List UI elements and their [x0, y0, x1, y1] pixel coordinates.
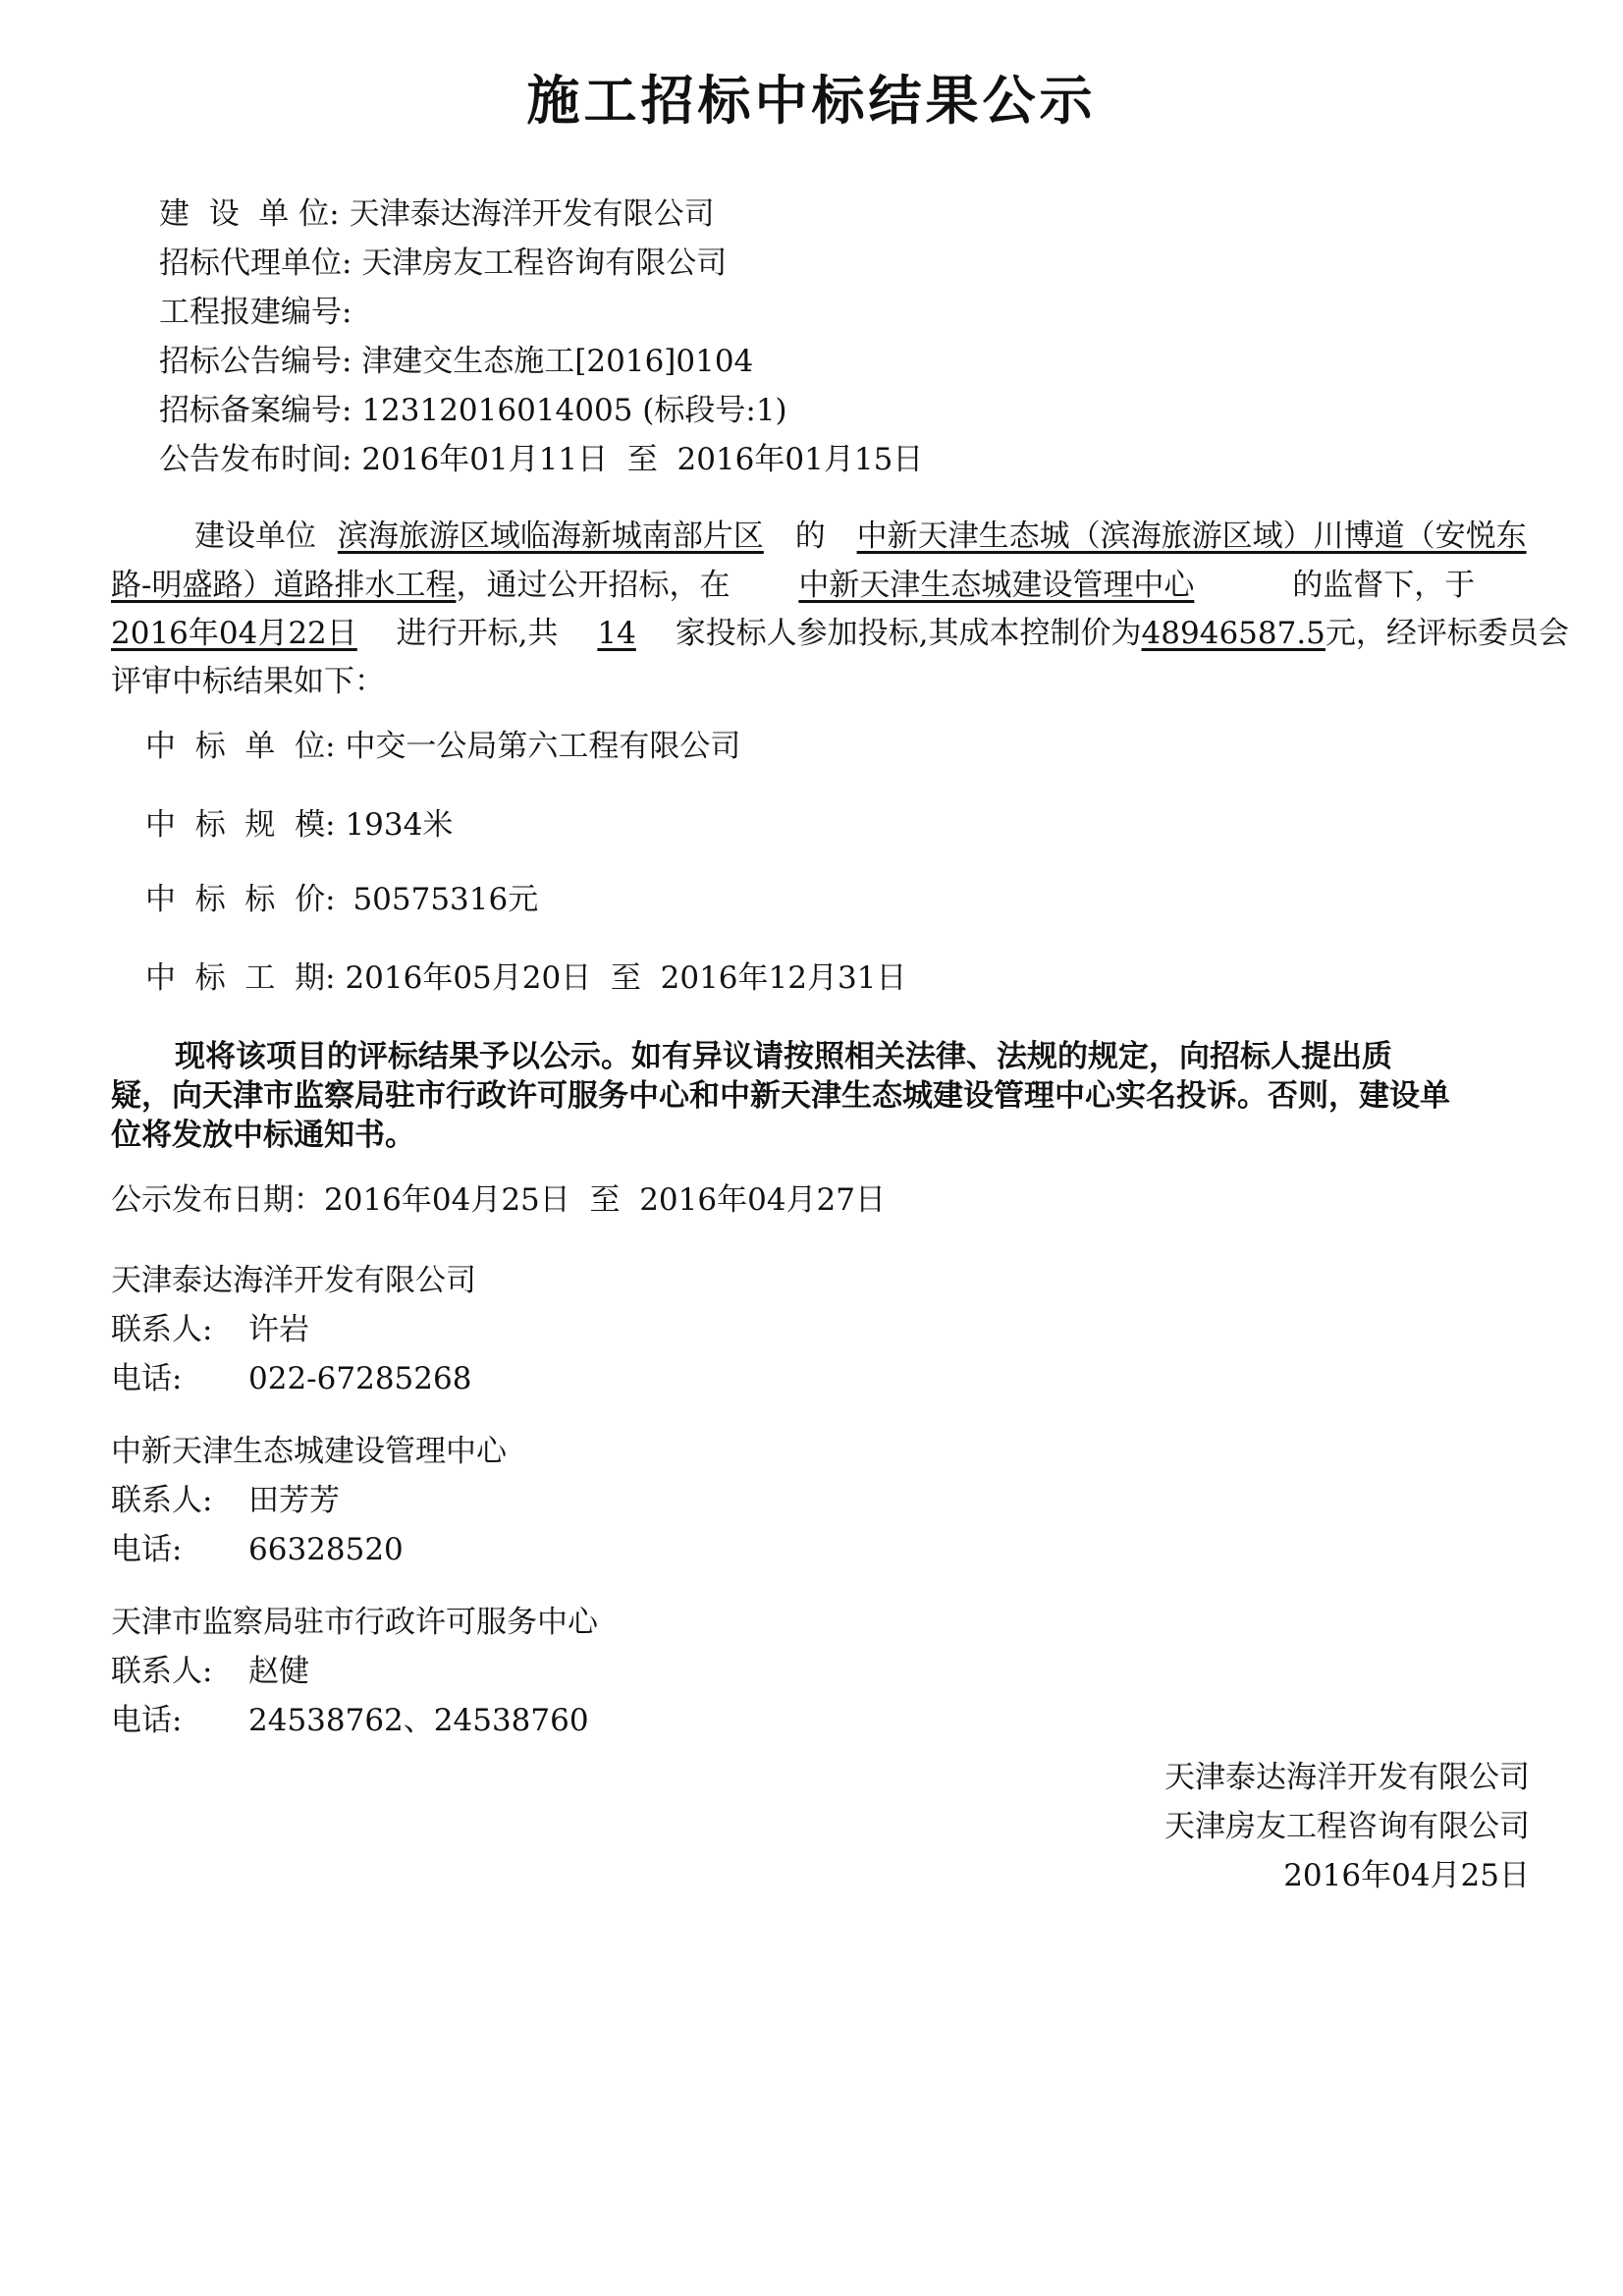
result-scale-value: 1934米: [345, 807, 454, 843]
body-line-2: [111, 566, 1475, 605]
contact-1-person: 许岩: [248, 1312, 309, 1347]
result-price-label: 中 标 标 价:: [145, 882, 336, 917]
body-project-b: 路-明盛路）道路排水工程: [111, 568, 457, 603]
result-price-value: 50575316元: [352, 882, 539, 917]
body-price: 48946587.5: [1141, 616, 1325, 651]
body-date: 2016年04月22日: [111, 616, 357, 651]
body-supervise-tail: 的监督下，于: [1292, 568, 1476, 603]
info-project-no-label: 工程报建编号:: [159, 295, 352, 330]
result-period-row: [145, 958, 906, 998]
contact-3-person-row: [111, 1652, 309, 1691]
info-agent-value: 天津房友工程咨询有限公司: [361, 246, 728, 281]
body-of: 的: [794, 519, 826, 554]
result-period-value: 2016年05月20日 至 2016年12月31日: [345, 960, 907, 996]
contact-3-phone-label: 电话:: [111, 1703, 183, 1738]
body-supervisor: 中新天津生态城建设管理中心: [798, 568, 1195, 603]
contact-3-org: 天津市监察局驻市行政许可服务中心: [111, 1605, 598, 1640]
info-agent-row: [159, 244, 727, 283]
contact-2-person-row: [111, 1481, 340, 1520]
body-unit: 滨海旅游区域临海新城南部片区: [337, 519, 764, 554]
body-count: 14: [597, 616, 636, 651]
contact-3-phone-row: [111, 1701, 589, 1740]
info-notice-no-value: 津建交生态施工[2016]0104: [361, 344, 754, 379]
info-notice-no-label: 招标公告编号:: [159, 344, 352, 379]
result-price-row: [145, 880, 538, 919]
info-publish-time-row: [159, 440, 923, 479]
body-end: 评审中标结果如下：: [111, 664, 385, 699]
info-publish-time-label: 公告发布时间:: [159, 442, 352, 477]
contact-2-person-label: 联系人:: [111, 1483, 213, 1518]
signature-org-2: 天津房友工程咨询有限公司: [1164, 1809, 1530, 1844]
contact-1-phone-row: [111, 1359, 471, 1398]
info-publish-time-value: 2016年01月11日 至 2016年01月15日: [361, 442, 924, 477]
publicity-date: 公示发布日期：2016年04月25日 至 2016年04月27日: [111, 1182, 886, 1218]
contact-1-phone-label: 电话:: [111, 1361, 183, 1396]
result-scale-label: 中 标 规 模:: [145, 807, 336, 843]
signature-date: 2016年04月25日: [1283, 1858, 1530, 1893]
contact-1-person-label: 联系人:: [111, 1312, 213, 1347]
body-mid: ，通过公开招标，在: [456, 568, 730, 603]
info-builder-value: 天津泰达海洋开发有限公司: [349, 196, 715, 232]
result-winner-value: 中交一公局第六工程有限公司: [345, 729, 741, 764]
contact-2-org: 中新天津生态城建设管理中心: [111, 1434, 507, 1469]
signature-org-1: 天津泰达海洋开发有限公司: [1164, 1760, 1530, 1795]
body-line-1: [194, 517, 1527, 556]
contact-3-phone: 24538762、24538760: [248, 1703, 589, 1738]
contact-2-phone-row: [111, 1530, 404, 1569]
result-scale-row: [145, 805, 453, 845]
contact-2-phone-label: 电话:: [111, 1532, 183, 1567]
body-bidders: 家投标人参加投标,其成本控制价为: [675, 616, 1142, 651]
body-open: 进行开标,共: [396, 616, 559, 651]
info-record-no-row: [159, 391, 787, 430]
info-record-no-value: 12312016014005 (标段号:1): [361, 393, 787, 428]
contact-3-person-label: 联系人:: [111, 1654, 213, 1689]
contact-1-person-row: [111, 1310, 309, 1349]
body-line-4: [111, 662, 385, 701]
result-period-label: 中 标 工 期:: [145, 960, 336, 996]
body-line-3: [111, 614, 1569, 653]
body-price-tail: 元，经评标委员会: [1325, 616, 1569, 651]
notice-line-1: 现将该项目的评标结果予以公示。如有异议请按照相关法律、法规的规定，向招标人提出质: [175, 1039, 1392, 1074]
body-prefix: 建设单位: [194, 519, 316, 554]
info-builder-label: 建 设 单 位:: [159, 196, 340, 232]
result-winner-label: 中 标 单 位:: [145, 729, 336, 764]
notice-line-2: 疑，向天津市监察局驻市行政许可服务中心和中新天津生态城建设管理中心实名投诉。否则，建设单: [111, 1078, 1450, 1114]
info-agent-label: 招标代理单位:: [159, 246, 352, 281]
contact-1-org: 天津泰达海洋开发有限公司: [111, 1263, 476, 1298]
body-project-a: 中新天津生态城（滨海旅游区域）川博道（安悦东: [856, 519, 1527, 554]
page-title: 施工招标中标结果公示: [526, 69, 1097, 132]
info-project-no-row: [159, 293, 352, 332]
info-record-no-label: 招标备案编号:: [159, 393, 352, 428]
contact-3-person: 赵健: [248, 1654, 309, 1689]
contact-2-phone: 66328520: [248, 1532, 404, 1567]
contact-1-phone: 022-67285268: [248, 1361, 472, 1396]
info-notice-no-row: [159, 342, 753, 381]
contact-2-person: 田芳芳: [248, 1483, 340, 1518]
result-winner-row: [145, 727, 740, 766]
notice-line-3: 位将发放中标通知书。: [111, 1118, 415, 1153]
info-builder-row: [159, 194, 715, 234]
